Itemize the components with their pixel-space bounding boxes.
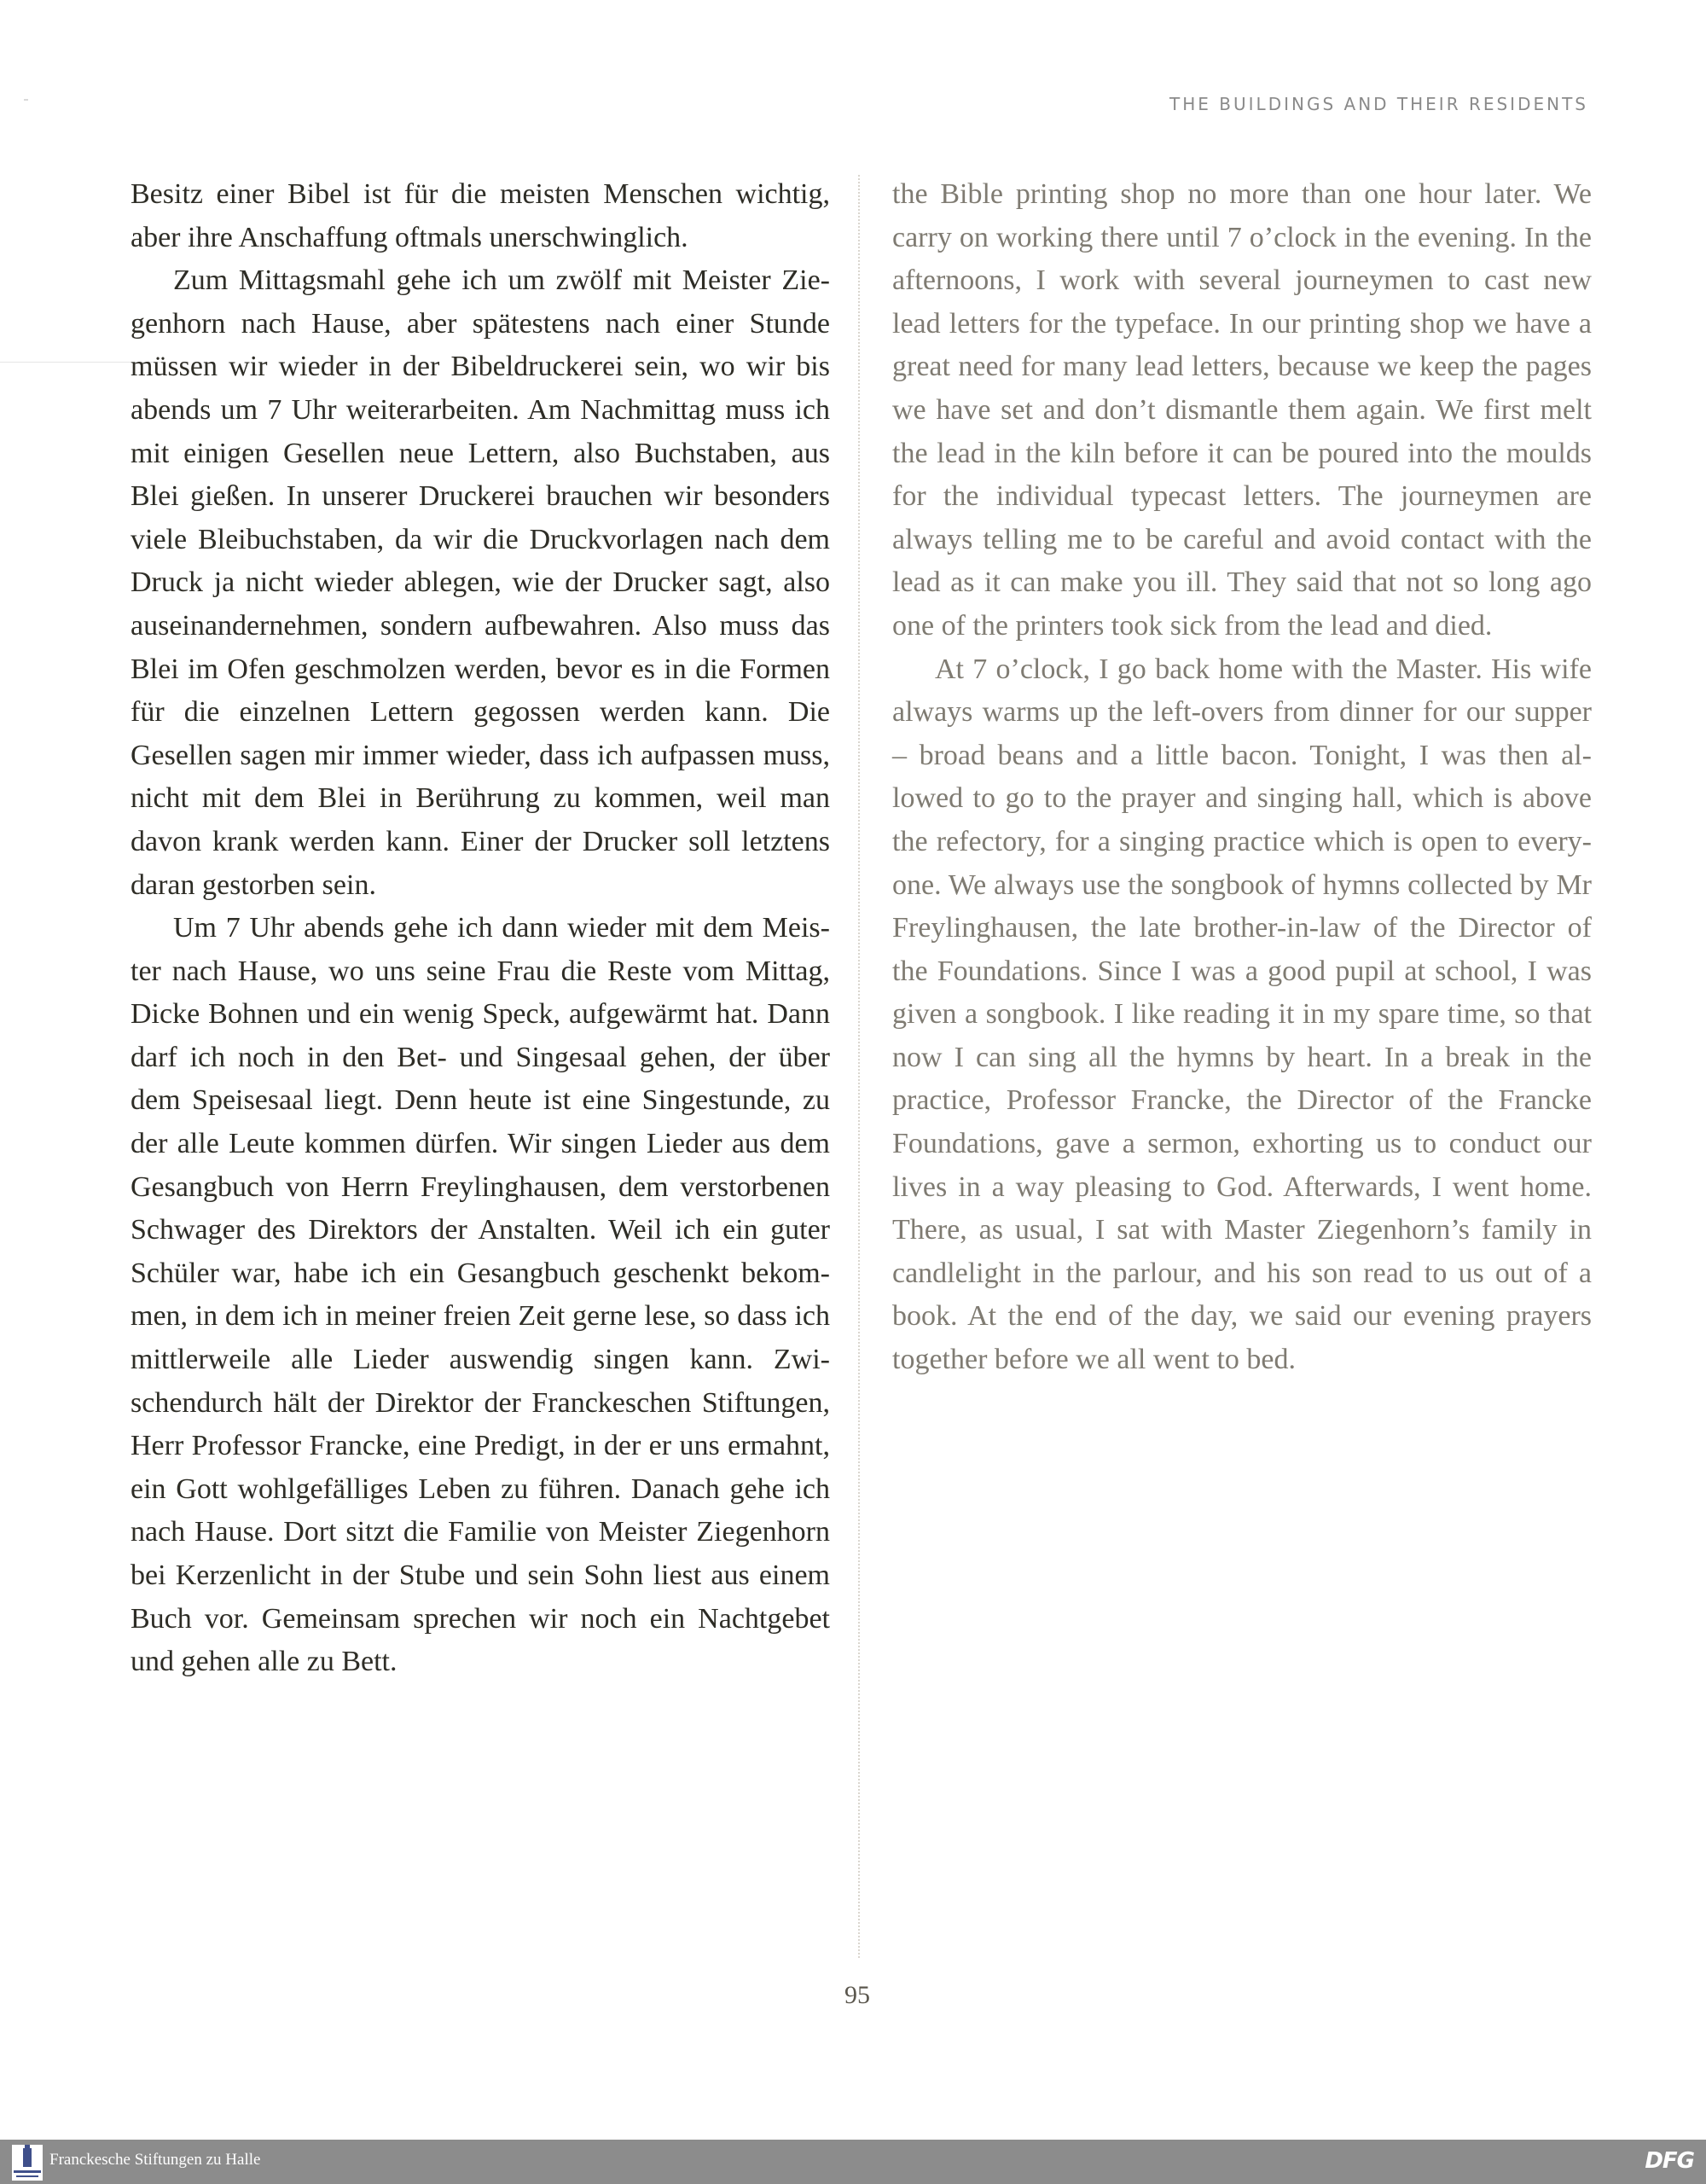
column-divider: [858, 175, 860, 1958]
scan-edge-mark: [24, 99, 28, 101]
running-head: THE BUILDINGS AND THEIR RESIDENTS: [1169, 94, 1588, 114]
english-paragraph-1: the Bible printing shop no more than one hour later. We carry on working there until 7 o’clock in the evening. In the afternoons, I work with several journeymen to cast new lead letters for the typeface. In our printing shop we have a great need for many lead letters, because we keep the pages we have set and don’t dismantle them again. We first melt the lead in the kiln before it can be poured into the moulds for the individual typecast letters. The journeymen are always telling me to be careful and avoid contact with the lead as it can make you ill. They said that not so long ago one of the printers took sick from the lead and died.: [892, 178, 1592, 642]
footer-bar: [0, 2140, 1706, 2184]
page-number: 95: [844, 1981, 870, 2009]
franckesche-stiftungen-logo-icon: [12, 2145, 43, 2181]
english-text-column: [892, 173, 1592, 1382]
footer-institution: Franckesche Stiftungen zu Halle: [49, 2151, 261, 2169]
dfg-logo: DFG: [1645, 2148, 1694, 2174]
german-paragraph-3: Um 7 Uhr abends gehe ich dann wieder mit dem Meister nach Hause, wo uns seine Frau die Reste vom Mittag, Dicke Bohnen und ein wenig Speck, aufgewärmt hat. Dann darf ich noch in den Bet- und Singesaal gehen, der über dem Speisesaal liegt. Denn heute ist eine Singestunde, zu der alle Leute kommen dürfen. Wir singen Lieder aus dem Gesangbuch von Herrn Freylinghausen, dem verstorbenen Schwager des Direktors der Anstalten. Weil ich ein guter Schüler war, habe ich ein Gesangbuch geschenkt bekommen, in dem ich in meiner freien Zeit gerne lese, so dass ich mittlerweile alle Lieder auswendig singen kann. Zwischendurch hält der Direktor der Franckeschen Stiftungen, Herr Professor Francke, eine Predigt, in der er uns ermahnt, ein Gott wohlgefälliges Leben zu führen. Danach gehe ich nach Hause. Dort sitzt die Familie von Meister Ziegenhorn bei Kerzenlicht in der Stube und sein Sohn liest aus einem Buch vor. Gemeinsam sprechen wir noch ein Nachtgebet und gehen alle zu Bett.: [131, 912, 830, 1678]
english-paragraph-2: At 7 o’clock, I go back home with the Master. His wife always warms up the left-overs from dinner for our supper – broad beans and a little bacon. Tonight, I was then allowed to go to the prayer and singing hall, which is above the refectory, for a singing practice which is open to everyone. We always use the songbook of hymns collected by Mr Freylinghausen, the late brother-in-law of the Director of the Foundations. Since I was a good pupil at school, I was given a songbook. I like reading it in my spare time, so that now I can sing all the hymns by heart. In a break in the practice, Professor Francke, the Director of the Francke Foundations, gave a sermon, exhorting us to conduct our lives in a way pleasing to God. Afterwards, I went home. There, as usual, I sat with Master Ziegenhorn’s family in candlelight in the parlour, and his son read to us out of a book. At the end of the day, we said our evening prayers together before we all went to bed.: [892, 653, 1592, 1376]
german-paragraph-2: Zum Mittagsmahl gehe ich um zwölf mit Meister Ziegenhorn nach Hause, aber spätestens nach einer Stunde müssen wir wieder in der Bibeldruckerei sein, wo wir bis abends um 7 Uhr weiterarbeiten. Am Nachmittag muss ich mit einigen Gesellen neue Lettern, also Buchstaben, aus Blei gießen. In unserer Druckerei brauchen wir besonders viele Bleibuchstaben, da wir die Druckvorlagen nach dem Druck ja nicht wieder ablegen, wie der Drucker sagt, also auseinandernehmen, sondern aufbewahren. Also muss das Blei im Ofen geschmolzen werden, bevor es in die Formen für die einzelnen Lettern gegossen werden kann. Die Gesellen sagen mir immer wieder, dass ich aufpassen muss, nicht mit dem Blei in Berührung zu kommen, weil man davon krank werden kann. Einer der Drucker soll letztens daran gestorben sein.: [131, 264, 830, 901]
german-text-column: [131, 173, 830, 1684]
german-paragraph-1: Besitz einer Bibel ist für die meisten Menschen wichtig, aber ihre Anschaffung oftmals unerschwinglich.: [131, 178, 830, 253]
